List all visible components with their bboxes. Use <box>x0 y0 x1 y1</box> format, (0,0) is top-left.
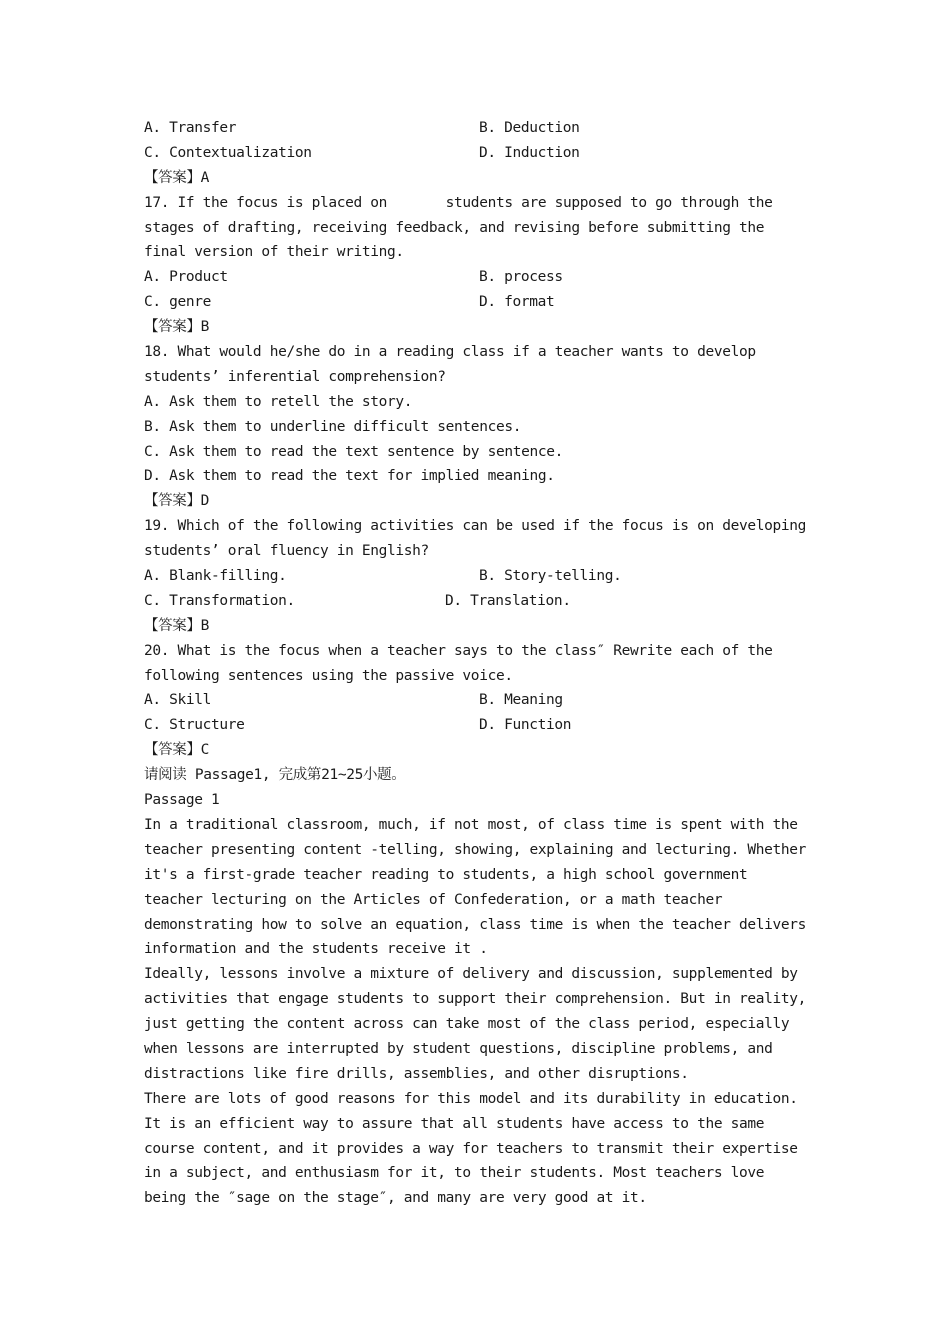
q20-answer: 【答案】C <box>144 742 209 759</box>
q20-options-row-2 <box>144 713 814 738</box>
passage-line: demonstrating how to solve an equation, class time is when the teacher delivers <box>144 916 806 933</box>
q16-option-d: D. Induction <box>479 144 580 161</box>
q17-options-row-1 <box>144 265 814 290</box>
q18-option-d: D. Ask them to read the text for implied meaning. <box>144 468 555 485</box>
q19-option-a: A. Blank-filling. <box>144 568 287 585</box>
q16-answer: 【答案】A <box>144 169 209 186</box>
q17-options-row-2 <box>144 290 814 315</box>
q20-option-a: A. Skill <box>144 692 212 709</box>
q16-options-row-1 <box>144 116 814 141</box>
passage-line: when lessons are interrupted by student questions, discipline problems, and <box>144 1040 773 1057</box>
passage-line: course content, and it provides a way for teachers to transmit their expertise <box>144 1140 798 1157</box>
passage-line: Ideally, lessons involve a mixture of delivery and discussion, supplemented by <box>144 966 798 983</box>
passage-line: distractions like fire drills, assemblies, and other disruptions. <box>144 1065 689 1082</box>
q20-stem-line-2: following sentences using the passive voice. <box>144 667 513 684</box>
q20-options-row-1 <box>144 688 814 713</box>
passage-line: In a traditional classroom, much, if not most, of class time is spent with the <box>144 816 798 833</box>
passage-title: Passage 1 <box>144 792 220 809</box>
q16-option-c: C. Contextualization <box>144 144 312 161</box>
passage-line: just getting the content across can take most of the class period, especially <box>144 1016 790 1033</box>
q20-option-b: B. Meaning <box>479 692 563 709</box>
document-page <box>144 116 814 1211</box>
reading-instruction: 请阅读 Passage1, 完成第21~25小题。 <box>144 767 406 784</box>
q20-option-d: D. Function <box>479 717 572 734</box>
passage-line: There are lots of good reasons for this model and its durability in education. <box>144 1090 798 1107</box>
q18-option-c: C. Ask them to read the text sentence by sentence. <box>144 443 563 460</box>
passage-line: It is an efficient way to assure that all students have access to the same <box>144 1115 765 1132</box>
q19-answer: 【答案】B <box>144 617 209 634</box>
q19-stem-line-2: students’ oral fluency in English? <box>144 543 429 560</box>
q17-stem-line-2: stages of drafting, receiving feedback, and revising before submitting the <box>144 219 765 236</box>
q17-option-d: D. format <box>479 294 555 311</box>
passage-line: being the ″sage on the stage″, and many are very good at it. <box>144 1190 647 1207</box>
q19-options-row-1 <box>144 564 814 589</box>
q17-option-c: C. genre <box>144 294 212 311</box>
passage-line: information and the students receive it . <box>144 941 488 958</box>
passage-line: in a subject, and enthusiasm for it, to their students. Most teachers love <box>144 1165 765 1182</box>
q18-stem-line-2: students’ inferential comprehension? <box>144 368 446 385</box>
q17-stem-line-3: final version of their writing. <box>144 244 404 261</box>
q17-stem-line-1: 17. If the focus is placed on students are supposed to go through the <box>144 194 773 211</box>
passage-line: it's a first-grade teacher reading to students, a high school government <box>144 866 748 883</box>
q18-stem-line-1: 18. What would he/she do in a reading class if a teacher wants to develop <box>144 344 756 361</box>
q19-options-row-2 <box>144 589 814 614</box>
q16-option-a: A. Transfer <box>144 120 237 136</box>
q17-option-b: B. process <box>479 269 563 286</box>
q20-option-c: C. Structure <box>144 717 245 734</box>
q18-answer: 【答案】D <box>144 493 209 510</box>
q19-option-b: B. Story-telling. <box>479 568 622 585</box>
q18-option-b: B. Ask them to underline difficult sentences. <box>144 418 522 435</box>
passage-line: teacher presenting content -telling, showing, explaining and lecturing. Whether <box>144 841 806 858</box>
q17-answer: 【答案】B <box>144 319 209 336</box>
passage-line: activities that engage students to support their comprehension. But in reality, <box>144 991 806 1008</box>
q16-options-row-2 <box>144 141 814 166</box>
q16-option-b: B. Deduction <box>479 120 580 136</box>
q17-option-a: A. Product <box>144 269 228 286</box>
passage-body <box>144 813 814 1211</box>
q20-stem-line-1: 20. What is the focus when a teacher says to the class″ Rewrite each of the <box>144 642 773 659</box>
q19-option-d: D. Translation. <box>445 592 571 609</box>
passage-line: teacher lecturing on the Articles of Confederation, or a math teacher <box>144 891 723 908</box>
q18-option-a: A. Ask them to retell the story. <box>144 393 413 410</box>
q19-stem-line-1: 19. Which of the following activities can be used if the focus is on developing <box>144 518 806 535</box>
q19-option-c: C. Transformation. <box>144 592 295 609</box>
